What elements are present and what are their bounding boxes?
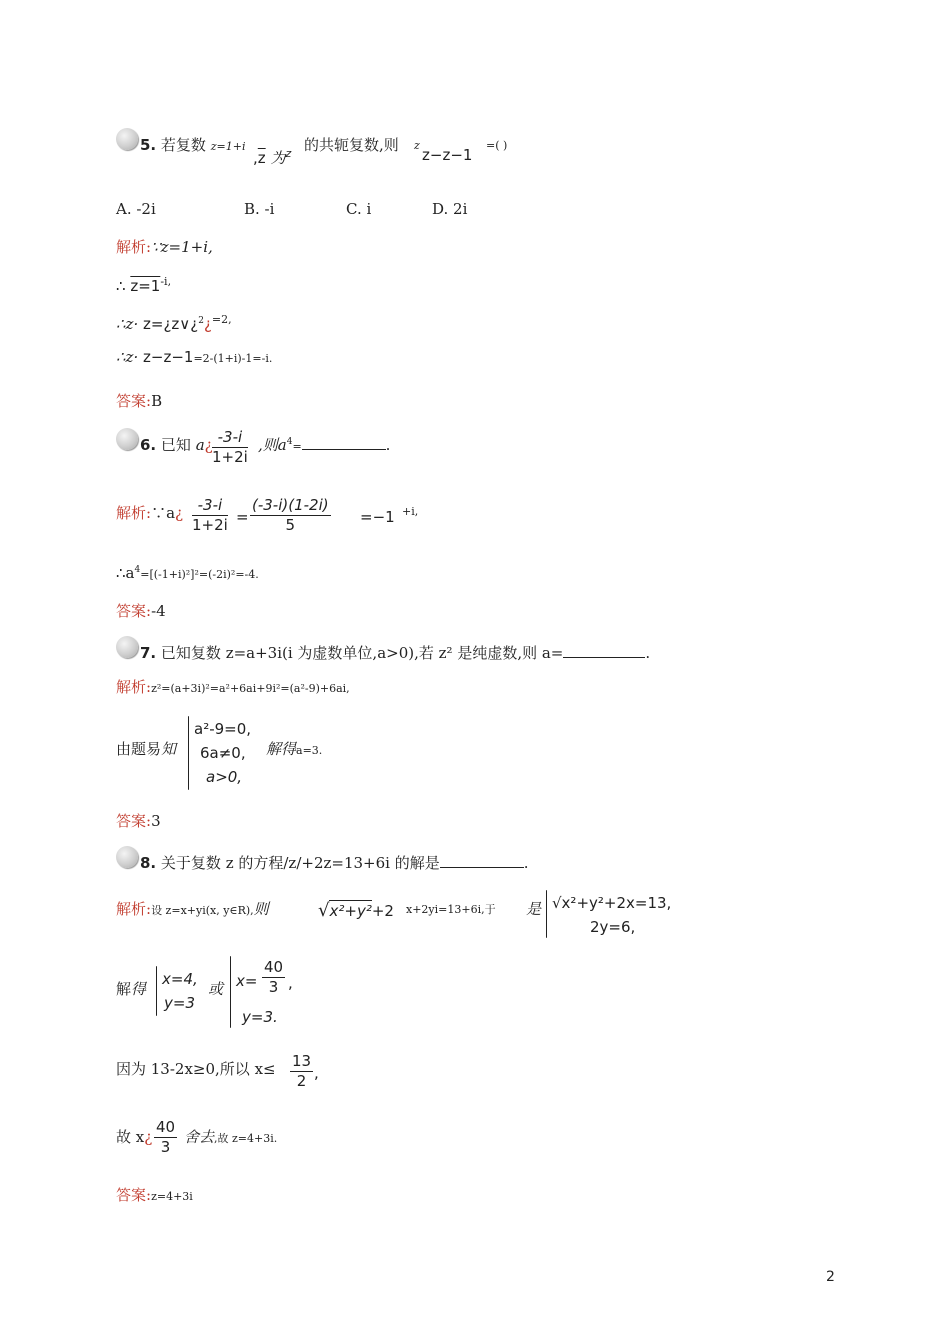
page-number: 2 [826, 1269, 835, 1285]
q5-wei: 为 [270, 149, 286, 167]
q6-sol-a: ∵a [151, 504, 176, 522]
q5-answer-value: B [151, 392, 163, 410]
q8-gu [116, 1130, 152, 1145]
q8-answer [116, 1188, 193, 1203]
q8-because: 因为 13-2x≥0,所以 x≤ [116, 1060, 276, 1078]
q5-step2-tail: -i, [160, 275, 172, 288]
q7-period: . [645, 644, 651, 662]
q8-plus2: +2 [371, 902, 394, 920]
q7-sys-eq3: a>0, [206, 768, 243, 786]
q7-result [266, 742, 322, 757]
question-bullet-icon [116, 636, 138, 658]
q6-sol-frac2 [250, 498, 331, 533]
q8-blank[interactable] [440, 867, 524, 868]
q5-choice-a[interactable]: A. -2i [116, 200, 156, 218]
q5-comma: , [253, 149, 258, 167]
q8-sys2-eq1: x=4, [162, 970, 198, 988]
q5-z2: z [285, 147, 292, 160]
q5-step4-expr: z−z−1 [143, 348, 194, 366]
q6-text-a: 已知 [160, 436, 191, 454]
q7-jiede: 解得 [266, 740, 297, 758]
q8-system2-brace [156, 966, 157, 1016]
q5-text-a: 若复数 [160, 136, 206, 154]
q8-shequ: 舍去 [184, 1128, 215, 1146]
q6-answer [116, 604, 166, 619]
q6-step2-rest: =[(-1+i)²]²=(-2i)²=-4. [140, 568, 259, 581]
q8-because-den: 2 [296, 1072, 307, 1090]
q5-solution-label: 解析: [116, 238, 152, 256]
q6-step2 [116, 566, 259, 581]
q8-sys3-y: y=3. [242, 1008, 278, 1026]
q7-from-label: 由题易 [116, 740, 162, 758]
q6-sol-inv: ¿ [175, 504, 184, 522]
q8-stem [140, 856, 529, 871]
q8-sys3-x: x= [236, 972, 258, 990]
q7-text: 已知复数 z=a+3i(i 为虚数单位,a>0),若 z² 是纯虚数,则 a= [160, 644, 564, 662]
q5-step4-lead: ∴z· [116, 348, 139, 366]
q6-sol-frac1-num: -3-i [192, 498, 228, 516]
q5-step1: ∵z=1+i, [151, 238, 213, 256]
q8-de: 得 [131, 980, 147, 998]
q7-blank[interactable] [563, 657, 645, 658]
q6-sol-eq2: =−1 [360, 508, 395, 526]
q6-blank[interactable] [302, 449, 386, 450]
q5-step4-tail: =2-(1+i)-1=-i. [193, 352, 273, 365]
q8-gu-tail-group [184, 1130, 277, 1145]
q5-z-def: z=1+i [210, 140, 246, 153]
q6-stem [140, 438, 213, 453]
q7-sys-eq2: 6a≠0, [200, 744, 246, 762]
q7-answer-label: 答案: [116, 812, 152, 830]
q5-text-d: 的共轭复数,则 [304, 136, 399, 154]
q7-solution-label: 解析: [116, 678, 152, 696]
q8-gu-inv: ¿ [144, 1128, 153, 1146]
q6-frac-num: -3-i [212, 430, 248, 448]
q6-text-b: ,则a [258, 436, 287, 454]
q5-answer-label: 答案: [116, 392, 152, 410]
q6-step2-lead: ∴a [116, 564, 135, 582]
q5-stem [140, 138, 245, 153]
q6-step2-sup: 4 [134, 565, 141, 575]
q6-period: . [385, 436, 391, 454]
q5-step2-zbar: z=1 [130, 277, 161, 295]
q8-jiede [116, 982, 146, 997]
q6-sol-frac1-den: 1+2i [192, 516, 228, 534]
q8-because-comma: , [314, 1064, 319, 1082]
q6-solution-label: 解析: [116, 504, 152, 522]
q6-solution [116, 506, 183, 521]
q8-ze: 则 [253, 900, 269, 918]
q6-a: a [195, 436, 205, 454]
q8-huo: 或 [208, 980, 224, 998]
q8-gu-num: 40 [156, 1118, 176, 1136]
q5-step3-sup: 2 [198, 316, 204, 326]
q7-solution [116, 680, 350, 695]
q8-answer-label: 答案: [116, 1186, 152, 1204]
q6-fraction [212, 430, 248, 465]
question-bullet-icon [116, 128, 138, 150]
q8-sys2-eq2: y=3 [164, 994, 195, 1012]
q6-sol-eq1: = [236, 508, 249, 526]
q8-gu-tail: ,故 z=4+3i. [214, 1132, 278, 1145]
q8-solution [116, 902, 269, 917]
q8-sol-b: x+2yi=13+6i,于 [406, 903, 496, 916]
q5-expr-z: z [414, 139, 420, 152]
q8-gu-frac [154, 1120, 177, 1155]
q5-choice-d[interactable]: D. 2i [432, 200, 468, 218]
q6-sol-frac2-den: 5 [285, 516, 296, 534]
q6-answer-value: -4 [151, 602, 166, 620]
q8-sys3-num: 40 [264, 958, 284, 976]
q8-number: 8. [140, 854, 157, 872]
q6-sol-frac1 [192, 498, 228, 533]
q8-shi: 是 [526, 900, 542, 918]
q5-step3-inv: ¿ [203, 315, 212, 333]
q6-frac-den: 1+2i [212, 448, 248, 466]
q8-text: 关于复数 z 的方程/z/+2z=13+6i 的解是 [160, 854, 440, 872]
q8-period: . [523, 854, 529, 872]
q8-because-frac [290, 1054, 313, 1089]
q5-expr: z−z−1 [422, 146, 473, 164]
question-bullet-icon [116, 846, 138, 868]
q7-result-value: a=3. [296, 744, 323, 757]
q7-number: 7. [140, 644, 157, 662]
q6-sol-frac2-num: (-3-i)(1-2i) [252, 496, 329, 514]
q8-sys3-den: 3 [268, 978, 279, 996]
q5-step3-main: z=¿z∨¿ [143, 315, 199, 333]
q6-inv: ¿ [204, 436, 213, 454]
q8-because-num: 13 [292, 1052, 312, 1070]
q7-answer [116, 814, 161, 829]
q5-step3-tail: =2, [211, 313, 232, 326]
q5-answer [116, 394, 162, 409]
q5-choice-b[interactable]: B. -i [244, 200, 275, 218]
q7-sol: z²=(a+3i)²=a²+6ai+9i²=(a²-9)+6ai, [151, 682, 350, 695]
q6-number: 6. [140, 436, 157, 454]
q5-zbar-group [253, 148, 291, 166]
q5-step2-therefore: ∴ [116, 277, 126, 295]
q8-gu-den: 3 [160, 1138, 171, 1156]
q8-sqrt: √x²+y²+2 [318, 900, 394, 921]
q6-stem-tail [258, 438, 390, 453]
question-bullet-icon [116, 428, 138, 450]
q8-solution-label: 解析: [116, 900, 152, 918]
q7-sys-eq1: a²-9=0, [194, 720, 252, 738]
q8-sys3-frac [262, 960, 285, 995]
q6-text-c: = [292, 440, 302, 453]
q7-from [116, 742, 176, 757]
q8-sys3-tail: , [288, 974, 293, 992]
q8-gu-lead: 故 x [116, 1128, 145, 1146]
q7-stem [140, 646, 650, 661]
q5-paren: =( ) [486, 139, 508, 152]
q5-zbar: $\overline{z}$ [257, 149, 266, 167]
q5-step2 [116, 276, 171, 294]
q8-system3-brace [230, 956, 231, 1028]
q6-sup4: 4 [286, 437, 293, 447]
q5-number: 5. [140, 136, 157, 154]
q5-choice-c[interactable]: C. i [346, 200, 372, 218]
q8-sys1-eq1: √x²+y²+2x=13, [552, 894, 672, 912]
q7-system-brace [188, 716, 189, 790]
q6-sol-tail: +i, [402, 505, 419, 518]
q5-step3-lead: ∴z· [116, 315, 139, 333]
q5-step4 [116, 350, 272, 365]
q8-sqrt-body: x²+y² [329, 902, 372, 920]
q8-answer-value: z=4+3i [151, 1190, 193, 1203]
q7-answer-value: 3 [151, 812, 161, 830]
q8-sys1-eq2: 2y=6, [590, 918, 636, 936]
q8-sol-a: 设 z=x+yi(x, y∈R), [151, 904, 254, 917]
q5-solution-line1 [116, 240, 213, 255]
q5-step3 [116, 314, 232, 332]
q7-zhi: 知 [161, 740, 177, 758]
q6-answer-label: 答案: [116, 602, 152, 620]
q8-jie: 解 [116, 980, 132, 998]
q8-system1-brace [546, 890, 547, 938]
